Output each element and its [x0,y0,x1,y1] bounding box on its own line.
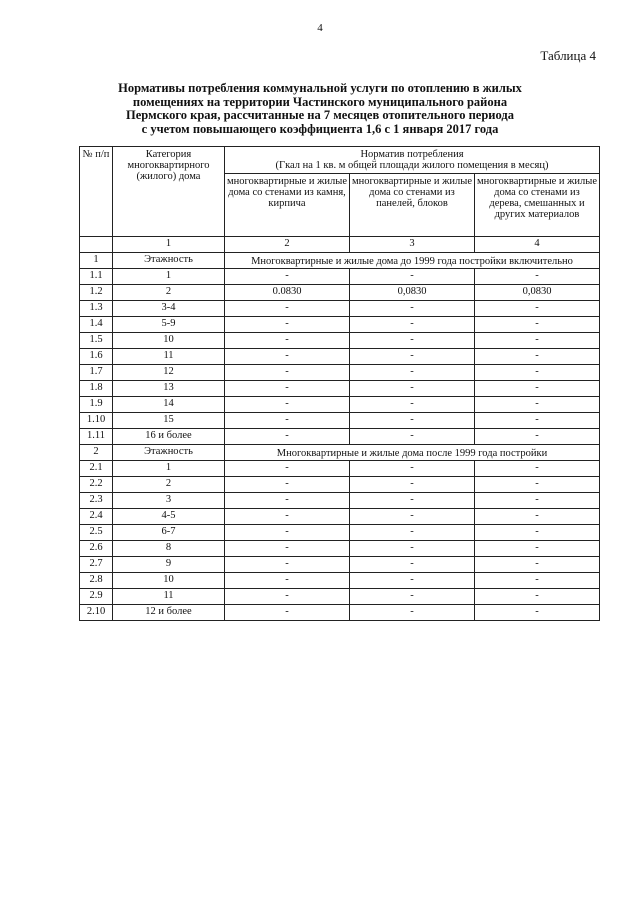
value-panel-block: - [350,413,475,429]
value-stone-brick: - [225,381,350,397]
value-wood-mixed: - [475,381,600,397]
value-panel-block: 0,0830 [350,285,475,301]
header-category: Категория многоквартирного (жилого) дома [113,147,225,237]
row-number: 2.10 [80,605,113,621]
row-number: 1.5 [80,333,113,349]
table-row [80,509,600,525]
row-category: 5-9 [113,317,225,333]
value-wood-mixed: - [475,477,600,493]
value-stone-brick: - [225,349,350,365]
title-line: Нормативы потребления коммунальной услуги по отоплению в жилых [118,81,522,95]
header-panel-block: многоквартирные и жилые дома со стенами из панелей, блоков [350,174,475,237]
section-description: Многоквартирные и жилые дома до 1999 года постройки включительно [225,253,600,269]
value-wood-mixed: - [475,349,600,365]
value-wood-mixed: - [475,461,600,477]
value-wood-mixed: - [475,333,600,349]
row-number: 2.1 [80,461,113,477]
row-number: 1.6 [80,349,113,365]
value-stone-brick: - [225,397,350,413]
title-line: помещениях на территории Частинского муниципального района [132,94,508,109]
row-number: 1.7 [80,365,113,381]
value-wood-mixed: - [475,605,600,621]
value-panel-block: - [350,557,475,573]
value-wood-mixed: - [475,429,600,445]
value-stone-brick: - [225,541,350,557]
value-stone-brick: - [225,333,350,349]
section-number: 2 [80,445,113,461]
row-number: 1.2 [80,285,113,301]
value-stone-brick: - [225,557,350,573]
value-stone-brick: - [225,509,350,525]
value-wood-mixed: - [475,413,600,429]
row-category: 1 [113,269,225,285]
table-row [80,541,600,557]
row-category: 14 [113,397,225,413]
value-stone-brick: - [225,413,350,429]
header-stone-brick: многоквартирные и жилые дома со стенами из камня, кирпича [225,174,350,237]
value-stone-brick: - [225,301,350,317]
row-category: 16 и более [113,429,225,445]
value-wood-mixed: - [475,557,600,573]
row-number: 1.3 [80,301,113,317]
value-wood-mixed: - [475,269,600,285]
value-wood-mixed: 0,0830 [475,285,600,301]
table-row [80,557,600,573]
row-number: 2.2 [80,477,113,493]
row-category: 1 [113,461,225,477]
value-wood-mixed: - [475,589,600,605]
header-norm [225,147,600,174]
value-panel-block: - [350,349,475,365]
value-stone-brick: - [225,573,350,589]
row-number: 1.1 [80,269,113,285]
table-row [80,429,600,445]
table-row [80,317,600,333]
value-wood-mixed: - [475,397,600,413]
table-row [80,301,600,317]
table-row [80,365,600,381]
value-panel-block: - [350,397,475,413]
row-number: 2.7 [80,557,113,573]
row-number: 2.4 [80,509,113,525]
value-panel-block: - [350,509,475,525]
value-stone-brick: - [225,461,350,477]
page-number: 4 [317,22,323,34]
value-panel-block: - [350,317,475,333]
row-number: 2.6 [80,541,113,557]
table-row [80,413,600,429]
value-stone-brick: - [225,493,350,509]
table-row [80,397,600,413]
column-number: 1 [113,237,225,253]
value-panel-block: - [350,493,475,509]
table-row [80,461,600,477]
document-title [60,82,580,136]
table-row [80,525,600,541]
row-number: 1.9 [80,397,113,413]
table-row [80,589,600,605]
value-panel-block: - [350,589,475,605]
value-wood-mixed: - [475,493,600,509]
table-row [80,381,600,397]
table-row [80,269,600,285]
section-row [80,445,600,461]
row-number: 2.3 [80,493,113,509]
title-line: с учетом повышающего коэффициента 1,6 с 1 января 2017 года [141,121,499,136]
row-number: 1.8 [80,381,113,397]
value-wood-mixed: - [475,365,600,381]
column-number: 3 [350,237,475,253]
value-panel-block: - [350,381,475,397]
table-row [80,477,600,493]
row-number: 2.9 [80,589,113,605]
value-stone-brick: - [225,365,350,381]
row-category: 11 [113,589,225,605]
value-panel-block: - [350,605,475,621]
value-wood-mixed: - [475,317,600,333]
row-number: 1.10 [80,413,113,429]
value-panel-block: - [350,429,475,445]
value-panel-block: - [350,301,475,317]
header-norm-unit: (Гкал на 1 кв. м общей площади жилого помещения в месяц) [275,160,549,171]
row-category: 12 [113,365,225,381]
row-category: 3-4 [113,301,225,317]
value-wood-mixed: - [475,573,600,589]
section-description: Многоквартирные и жилые дома после 1999 года постройки [225,445,600,461]
row-category: 11 [113,349,225,365]
row-category: 13 [113,381,225,397]
value-stone-brick: - [225,589,350,605]
table-row [80,493,600,509]
value-stone-brick: 0.0830 [225,285,350,301]
value-stone-brick: - [225,317,350,333]
row-number: 1.4 [80,317,113,333]
table-label: Таблица 4 [540,48,596,63]
column-number: 2 [225,237,350,253]
row-category: 6-7 [113,525,225,541]
norms-table [79,146,600,621]
header-number: № п/п [80,147,113,237]
table-row [80,285,600,301]
header-wood-mixed: многоквартирные и жилые дома со стенами из дерева, смешанных и других материалов [475,174,600,237]
section-label: Этажность [113,445,225,461]
section-number: 1 [80,253,113,269]
table-row [80,605,600,621]
value-stone-brick: - [225,605,350,621]
row-category: 3 [113,493,225,509]
table-row [80,349,600,365]
title-line: Пермского края, рассчитанные на 7 месяцев отопительного периода [126,108,514,122]
value-wood-mixed: - [475,541,600,557]
value-stone-brick: - [225,525,350,541]
value-wood-mixed: - [475,509,600,525]
row-number: 2.8 [80,573,113,589]
row-category: 2 [113,477,225,493]
value-panel-block: - [350,525,475,541]
value-panel-block: - [350,365,475,381]
table-row [80,333,600,349]
section-row [80,253,600,269]
row-category: 8 [113,541,225,557]
value-stone-brick: - [225,477,350,493]
row-number: 1.11 [80,429,113,445]
section-label: Этажность [113,253,225,269]
row-category: 2 [113,285,225,301]
row-number: 2.5 [80,525,113,541]
value-stone-brick: - [225,269,350,285]
value-wood-mixed: - [475,525,600,541]
value-panel-block: - [350,573,475,589]
value-panel-block: - [350,461,475,477]
value-panel-block: - [350,269,475,285]
value-panel-block: - [350,333,475,349]
value-wood-mixed: - [475,301,600,317]
row-category: 10 [113,333,225,349]
column-number: 4 [475,237,600,253]
row-category: 10 [113,573,225,589]
row-category: 15 [113,413,225,429]
header-norm-title: Норматив потребления [360,149,464,160]
column-number [80,237,113,253]
table-row [80,573,600,589]
value-stone-brick: - [225,429,350,445]
row-category: 12 и более [113,605,225,621]
row-category: 4-5 [113,509,225,525]
value-panel-block: - [350,541,475,557]
row-category: 9 [113,557,225,573]
value-panel-block: - [350,477,475,493]
